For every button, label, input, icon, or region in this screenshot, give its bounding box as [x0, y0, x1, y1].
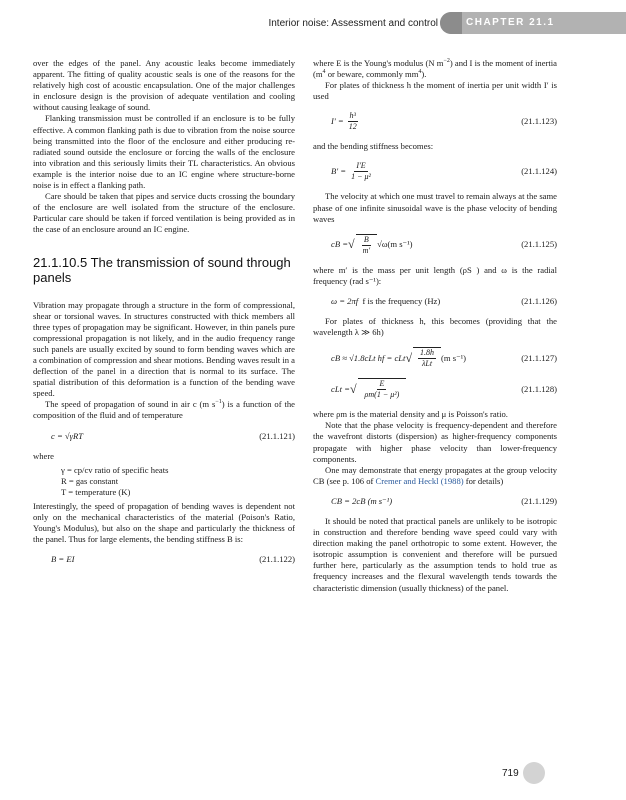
equation-lhs: cLt =	[331, 383, 350, 394]
equation-number: (21.1.121)	[259, 430, 295, 441]
equation-number: (21.1.129)	[521, 495, 557, 506]
equation-lhs: B′ =	[331, 166, 347, 177]
text-run: ) and I is the moment of inertia (m	[313, 58, 557, 80]
paragraph: where ρm is the material density and μ is Poisson's ratio.	[313, 409, 508, 420]
running-title: Interior noise: Assessment and control	[268, 18, 438, 29]
list-item: γ = cp/cv ratio of specific heats	[61, 464, 169, 475]
text-run: ).	[421, 69, 427, 80]
equation-number: (21.1.126)	[521, 295, 557, 306]
fraction	[363, 379, 402, 400]
fraction	[361, 235, 373, 256]
denominator: 1 − μ²	[351, 172, 371, 182]
equation-number: (21.1.128)	[521, 383, 557, 394]
text-run: One may demonstrate that energy propagates at the group velocity CB (see p. 106 of	[313, 464, 557, 486]
equation-tail: √ω(m s⁻¹)	[377, 239, 413, 250]
equation-body: CB = 2cB (m s⁻¹)	[331, 495, 393, 506]
equation-21-1-127	[313, 347, 557, 369]
page-tab-marker	[523, 762, 545, 784]
paragraph: For plates of thickness h the moment of inertia per unit width I′ is used	[313, 80, 557, 102]
equation-body	[313, 296, 440, 307]
numerator: 1.8h	[420, 348, 435, 358]
chapter-tab	[440, 12, 626, 34]
equation-tail: (m s⁻¹)	[441, 352, 467, 363]
right-column	[313, 58, 557, 594]
text-run: where E is the Young's modulus (N m	[313, 58, 444, 68]
paragraph: It should be noted that practical panels are unlikely to be isotropic in construction and therefore bending wave speed could vary with direction making the panel orthotropic to some extent. However, the isotropic assumption is convenient and therefore will be pursued further here, particularly as the assumption tends to hold true as frequency increases and the flexural wavelength tends towards the characteristic dimension (usually thickness) of the panel.	[313, 515, 557, 593]
variable-list	[61, 465, 295, 498]
paragraph: Care should be taken that pipes and service ducts crossing the boundary of the enclosure are well isolated from the structure of the enclosure. Particular care should be taken if forced ventilation is being provided as in the case of an enclosure around an IC engine.	[33, 191, 295, 235]
equation-21-1-129	[313, 496, 557, 507]
equation-note: f is the frequency (Hz)	[362, 295, 441, 306]
text-run: ) is a function of the composition of the fluid and of temperature	[33, 399, 295, 421]
paragraph: Interestingly, the speed of propagation of bending waves is dependent not only on the mechanical characteristics of the material (Poison's Ratio, Young's Modulus), but also on the shape and particularly the thickness of the panel. Thus for large elements, the bending stiffness B is:	[33, 501, 295, 545]
fraction	[347, 111, 359, 132]
paragraph: The speed of propagation of sound in air c (m $s^{-1}$) is a function of the composition of the fluid and of temperature	[33, 399, 295, 421]
left-column	[33, 58, 295, 574]
paragraph: over the edges of the panel. Any acoustic leaks become immediately apparent. The fitting of quality acoustic seals is one of the reasons for the relatively high cost of acoustic encapsulation. One of the major challenges in enclosure design is the provision of adequate ventilation and cooling without causing leakage of sound.	[33, 58, 295, 113]
paragraph	[313, 465, 557, 487]
equation-21-1-126	[313, 296, 557, 307]
fraction	[349, 161, 373, 182]
list-item: T = temperature (K)	[61, 486, 131, 497]
equation-lhs: I′ =	[331, 116, 344, 127]
equation-21-1-123	[313, 111, 557, 132]
equation-21-1-128	[313, 378, 557, 400]
equation-number: (21.1.125)	[521, 239, 557, 250]
section-heading: 21.1.10.5 The transmission of sound through panels	[33, 254, 291, 285]
equation-lhs: ω = 2πf	[331, 295, 359, 306]
equation-body	[313, 161, 376, 182]
equation-number: (21.1.124)	[521, 166, 557, 177]
equation-21-1-124	[313, 161, 557, 182]
text-run: or beware, commonly mm	[325, 69, 419, 80]
radical-sign: √	[405, 350, 413, 365]
paragraph: where m′ is the mass per unit length (ρS ) and ω is the radial frequency (rad s⁻¹):	[313, 264, 557, 286]
denominator: λLt	[421, 359, 433, 369]
radical-sign: √	[348, 237, 355, 252]
numerator: I′E	[356, 161, 366, 171]
numerator: h³	[349, 111, 356, 121]
list-item: R = gas constant	[61, 475, 119, 486]
equation-number: (21.1.123)	[521, 116, 557, 127]
radicand	[358, 378, 407, 400]
page-number: 719	[502, 767, 519, 779]
equation-body	[313, 378, 406, 400]
denominator: 12	[348, 122, 357, 132]
equation-21-1-121	[33, 431, 295, 442]
chapter-tab-marker	[440, 12, 462, 34]
denominator: m′	[362, 245, 371, 255]
page-number-block	[502, 762, 545, 784]
paragraph: Flanking transmission must be controlled if an enclosure is to be fully effective. A common flanking path is due to vibration from the noise source being transmitted into the floor of the enclosure and either producing re-radiated sound outside the enclosure or forcing the walls of the enclosure into vibration and this seriously limits their TL characteristics. An obvious example is the interior noise due to an IC engine where structure-borne noise is in effect a flanking path.	[33, 113, 295, 191]
fraction	[418, 348, 436, 369]
equation-body	[313, 111, 362, 132]
paragraph: Note that the phase velocity is frequency-dependent and therefore the wavefront distorts (dispersion) as higher-frequency components propagate with higher phase velocity than lower-frequency components.	[313, 420, 557, 464]
numerator: E	[379, 379, 385, 389]
paragraph: For plates of thickness h, this becomes (providing that the wavelength λ ≫ 6h)	[313, 316, 557, 338]
radicand	[356, 234, 378, 256]
equation-21-1-122	[33, 554, 295, 565]
paragraph: Vibration may propagate through a structure in the form of compressional, shear or torsional waves. In structures constructed with thick members all three types of propagation may be significant. However, in thin panels pure compressional propagation is not likely, and in the audio frequency range such panels are usually excited by sound to form bending waves which are a combination of compression and shear motions. Bending waves result in a deflection of the panel in a direction that is normal to its surface. The spatial distribution of this deformation is a function of the bending wave speed.	[33, 299, 295, 399]
denominator: ρm(1 − μ²)	[364, 390, 400, 400]
text-run: The speed of propagation of sound in air c (m s	[45, 399, 216, 410]
numerator: B	[363, 234, 369, 244]
radical-sign: √	[349, 381, 357, 396]
equation-body: c = √γRT	[51, 430, 84, 441]
equation-body: B = EI	[51, 554, 75, 565]
where-label: where	[33, 450, 54, 461]
paragraph: and the bending stiffness becomes:	[313, 141, 434, 152]
equation-21-1-125	[313, 234, 557, 256]
chapter-label: CHAPTER 21.1	[466, 17, 555, 28]
equation-number: (21.1.127)	[521, 352, 557, 363]
equation-lhs: cB =	[331, 239, 349, 250]
paragraph: where E is the Young's modulus (N $m^{-2}$) and I is the moment of inertia ($m^4$ or beware, commonly $mm^4$).	[313, 58, 557, 80]
equation-number: (21.1.122)	[259, 554, 295, 565]
equation-body	[313, 347, 466, 369]
citation-link[interactable]: Cremer and Heckl (1988)	[375, 475, 464, 486]
radicand	[413, 347, 441, 369]
paragraph: The velocity at which one must travel to remain always at the same phase of one infinite sinusoidal wave is the phase velocity of bending waves	[313, 191, 557, 224]
equation-body	[313, 234, 413, 256]
text-run: for details)	[463, 475, 504, 486]
equation-lhs: cB ≈ √1.8cLt hf = cLt	[331, 352, 406, 363]
